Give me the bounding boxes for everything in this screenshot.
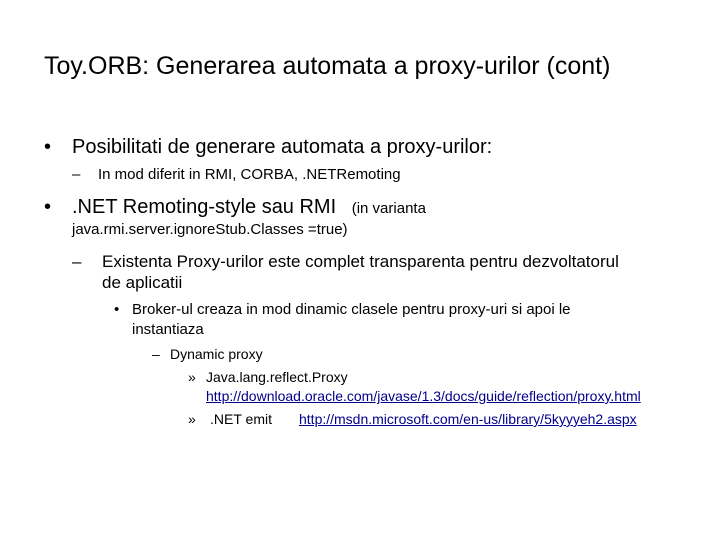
bullet-2-main: .NET Remoting-style sau RMI (72, 196, 337, 218)
dash-mark: – (152, 346, 160, 362)
sub-3-line-2: instantiaza (132, 321, 204, 338)
sub-2-line-1: Existenta Proxy-urilor este complet transparenta pentru dezvoltatorul (102, 252, 619, 271)
sub-3-line-1: Broker-ul creaza in mod dinamic clasele pentru proxy-uri si apoi le (132, 301, 571, 318)
sub-2-line-2: de aplicatii (102, 273, 183, 292)
item-1-text: Java.lang.reflect.Proxy (206, 369, 348, 385)
bullet-2-note: (in varianta (351, 200, 426, 217)
bullet-mark: • (44, 136, 52, 158)
raquo-mark: » (188, 411, 196, 427)
msdn-emit-link[interactable]: http://msdn.microsoft.com/en-us/library/5kyyyeh2.aspx (299, 411, 637, 427)
raquo-mark: » (188, 369, 196, 385)
bullet-2-text (72, 196, 426, 219)
sub-4-text: Dynamic proxy (170, 346, 263, 362)
bullet-mark: • (114, 301, 120, 318)
dash-mark: – (72, 166, 81, 183)
bullet-2-continuation: java.rmi.server.ignoreStub.Classes =true) (72, 221, 348, 238)
sub-1-text: In mod diferit in RMI, CORBA, .NETRemoting (98, 166, 401, 183)
bullet-1-text: Posibilitati de generare automata a proxy-urilor: (72, 136, 493, 158)
item-2-text: .NET emit (210, 411, 272, 427)
slide-title: Toy.ORB: Generarea automata a proxy-urilor (cont) (44, 52, 611, 80)
proxy-doc-link[interactable]: http://download.oracle.com/javase/1.3/docs/guide/reflection/proxy.html (206, 388, 641, 404)
bullet-mark: • (44, 196, 52, 218)
dash-mark: – (72, 252, 82, 271)
